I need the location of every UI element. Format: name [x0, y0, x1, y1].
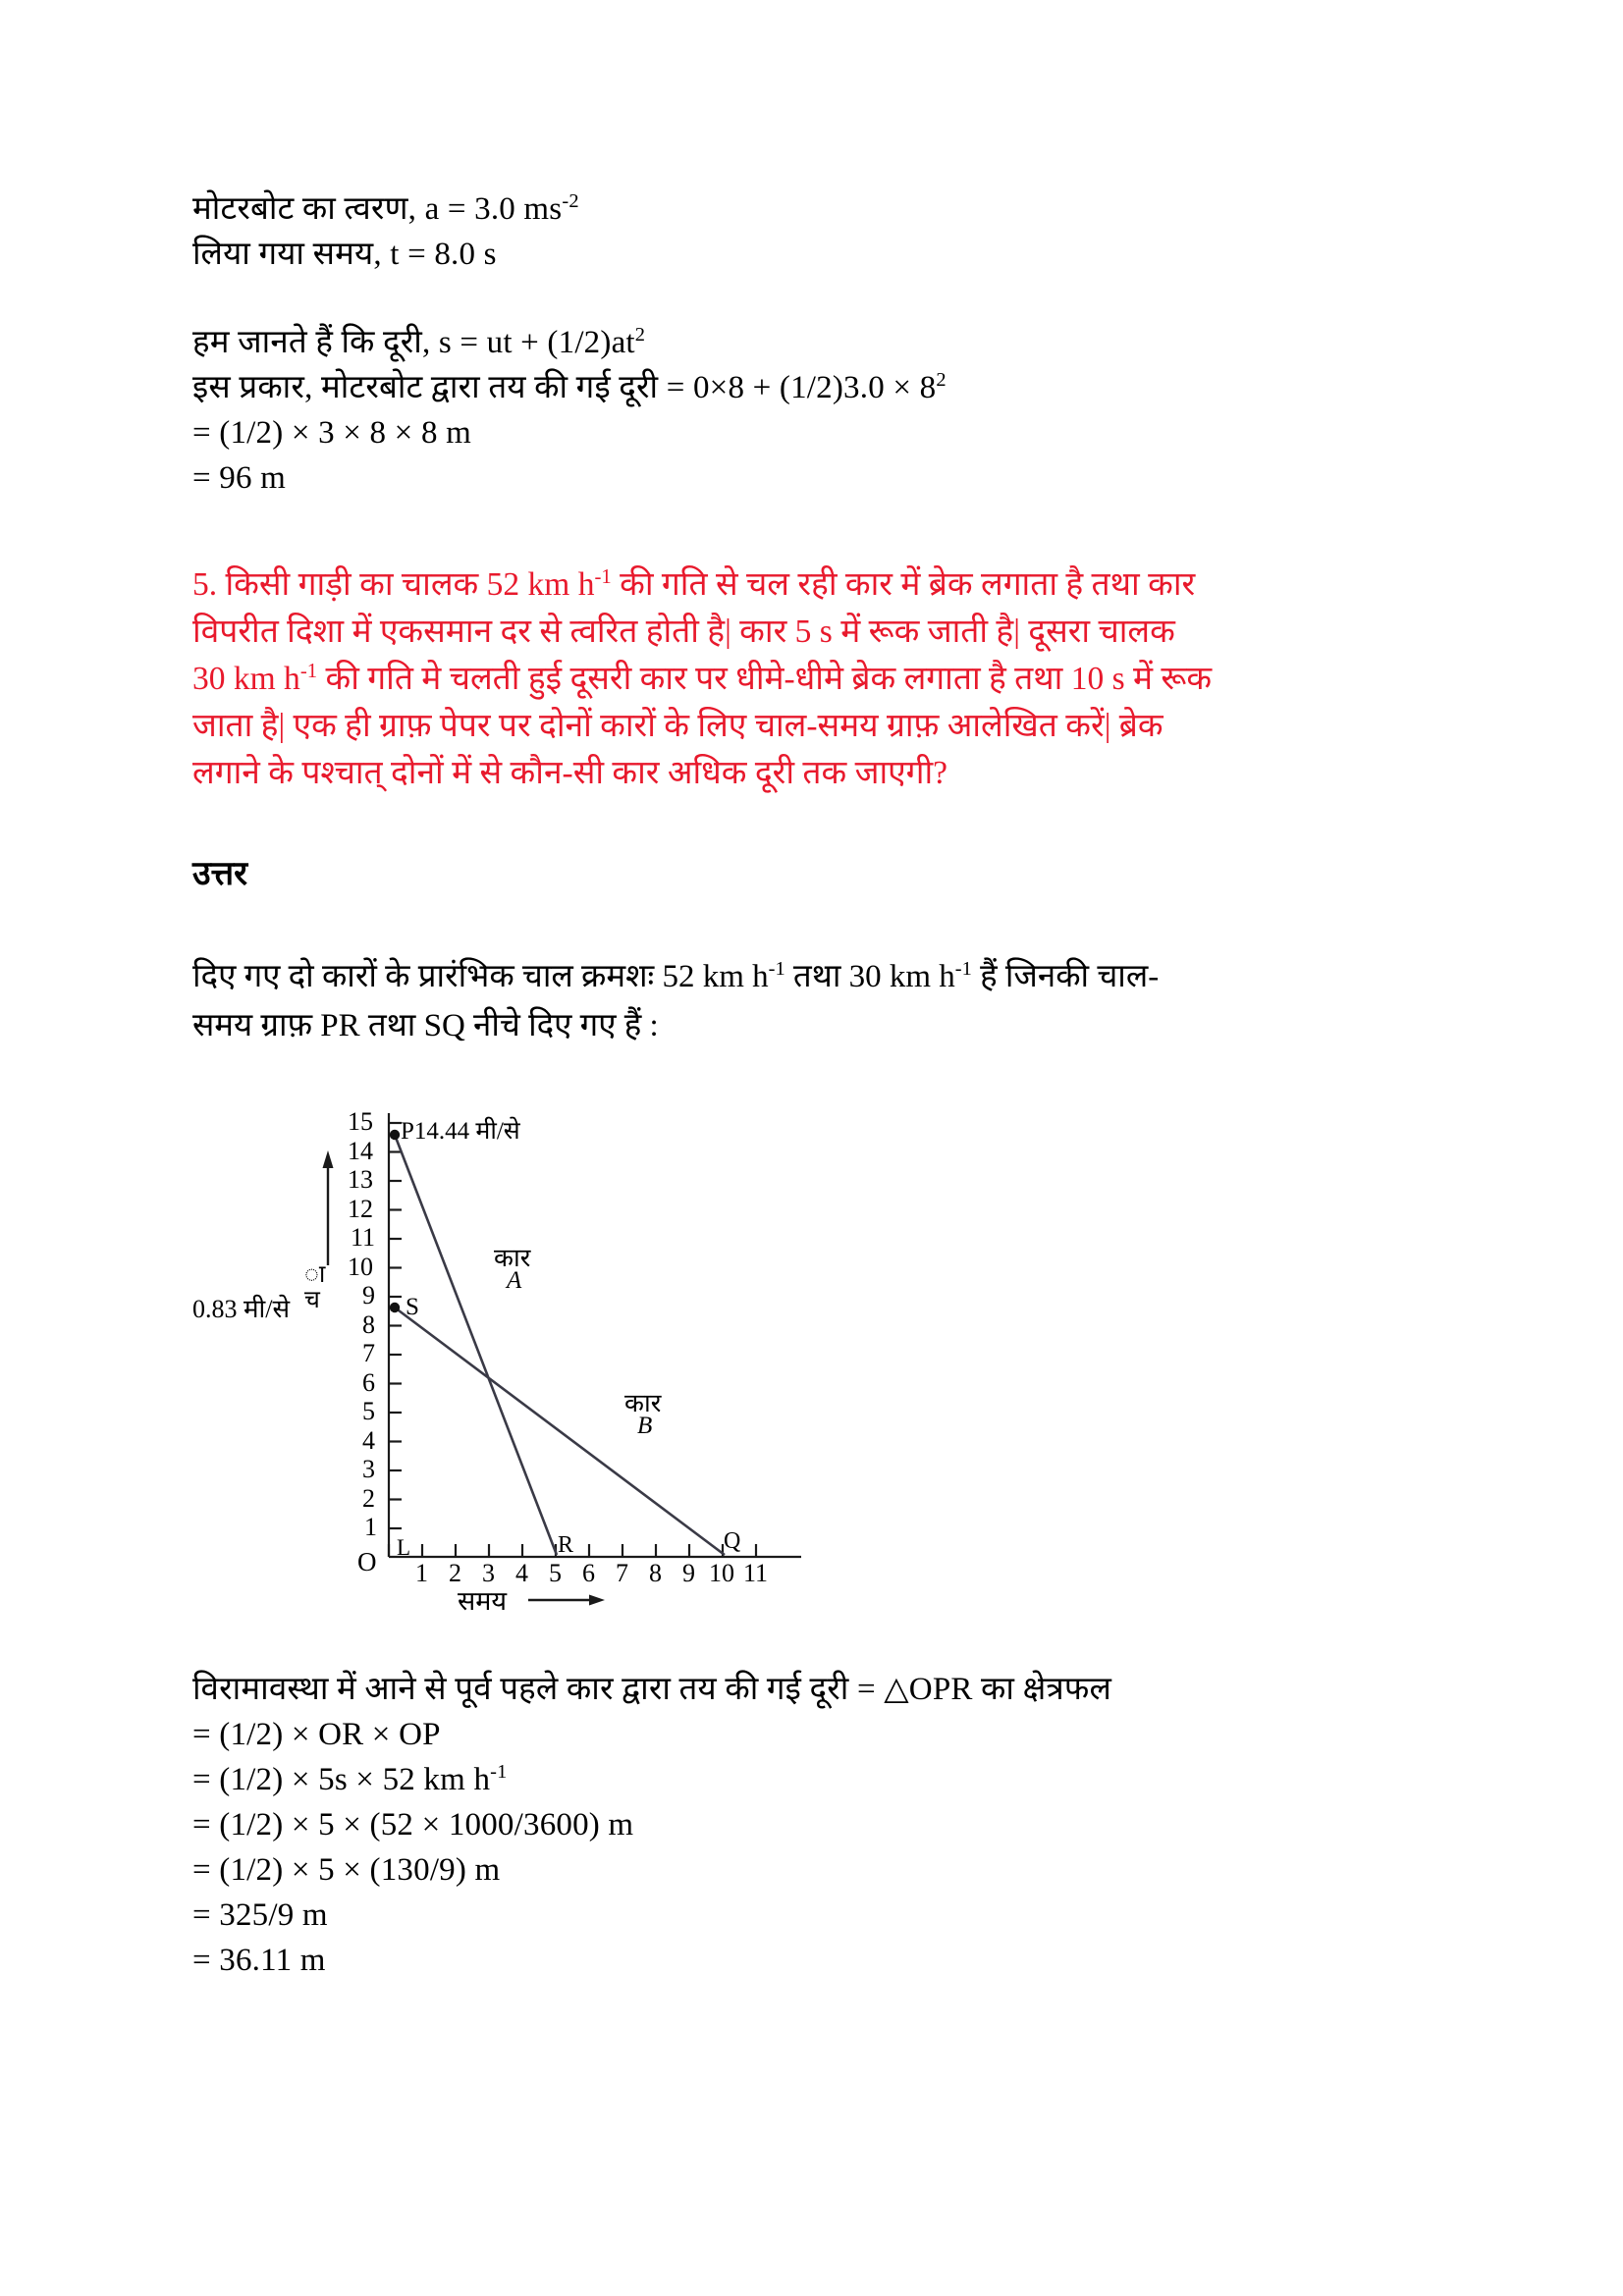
question-speed-exponent-2: -1 — [299, 659, 318, 682]
conclusion-line-4: = (1/2) × 5 × (52 × 1000/3600) m — [192, 1807, 634, 1842]
x-tick-label-11: 11 — [743, 1559, 769, 1587]
annotation-s-speed: 0.83 मी/से — [192, 1295, 291, 1323]
at-squared-exponent: 2 — [634, 324, 646, 346]
question-line-3a: 30 km h — [192, 661, 300, 697]
x-tick-label-1: 1 — [415, 1559, 428, 1587]
x-tick-label-9: 9 — [682, 1559, 695, 1587]
y-tick-label-12: 12 — [348, 1195, 373, 1223]
intro-line-1 — [192, 952, 1469, 1001]
distance-result-line: = 96 m — [192, 460, 286, 496]
annotation-p-speed: P14.44 मी/से — [401, 1118, 520, 1145]
distance-substitution-line — [192, 365, 1469, 410]
question-line-5: लगाने के पश्चात् दोनों में से कौन-सी कार अधिक दूरी तक जाएगी? — [192, 755, 948, 791]
y-tick-label-6: 6 — [362, 1368, 375, 1397]
y-tick-label-11: 11 — [351, 1223, 376, 1252]
series-label-car-b: कार — [624, 1389, 662, 1417]
question-line-3 — [192, 656, 1430, 703]
spacer-6 — [192, 1624, 1469, 1667]
spacer-2 — [192, 501, 1469, 561]
intro-line-2: समय ग्राफ़ PR तथा SQ नीचे दिए गए हैं : — [192, 1008, 659, 1043]
y-axis-title-char-1: ा — [304, 1261, 326, 1288]
conclusion-line-7: = 36.11 m — [192, 1943, 326, 1978]
point-label-r: R — [558, 1532, 574, 1558]
x-tick-label-5: 5 — [549, 1559, 562, 1587]
distance-formula-line — [192, 320, 1469, 365]
x-tick-label-8: 8 — [649, 1559, 662, 1587]
point-label-q: Q — [724, 1528, 741, 1554]
conclusion-speed-exponent: -1 — [490, 1761, 508, 1783]
question-5-text — [192, 561, 1430, 797]
spacer-4 — [192, 897, 1469, 952]
question-line-3b: की गति मे चलती हुई दूसरी कार पर धीमे-धीमे ब्रेक लगाता है तथा 10 s में रूक — [317, 661, 1213, 697]
question-line-4: जाता है| एक ही ग्राफ़ पेपर पर दोनों कारों के लिए चाल-समय ग्राफ़ आलेखित करें| ब्रेक — [192, 708, 1163, 744]
series-label-car-b-letter: B — [637, 1413, 653, 1439]
spacer-5 — [192, 1050, 1469, 1094]
x-tick-label-6: 6 — [582, 1559, 595, 1587]
y-tick-label-14: 14 — [348, 1137, 373, 1165]
y-tick-label-7: 7 — [362, 1339, 375, 1367]
conclusion-line-3 — [192, 1757, 1469, 1802]
acceleration-exponent: -2 — [562, 190, 579, 212]
x-axis-title: समय — [458, 1586, 508, 1616]
conclusion-text-a: विरामावस्था में आने से पूर्व पहले कार द्वारा तय की गई दूरी = — [192, 1672, 885, 1707]
y-tick-label-1: 1 — [364, 1513, 377, 1541]
conclusion-line-6: = 325/9 m — [192, 1897, 328, 1933]
y-tick-label-5: 5 — [362, 1397, 375, 1425]
speed-time-graph — [192, 1094, 939, 1624]
conclusion-line-2: = (1/2) × OR × OP — [192, 1717, 441, 1752]
intro-exponent-b: -1 — [954, 958, 972, 980]
answer-intro-paragraph — [192, 952, 1469, 1050]
distance-substitution-text: इस प्रकार, मोटरबोट द्वारा तय की गई दूरी = 0×8 + (1/2)3.0 × 8 — [192, 370, 937, 405]
document-content — [192, 187, 1469, 1983]
series-label-car-a-letter: A — [507, 1267, 522, 1294]
motorboat-time-line: लिया गया समय, t = 8.0 s — [192, 237, 497, 272]
motorboat-acceleration-line — [192, 187, 1469, 232]
distance-formula-block — [192, 320, 1469, 501]
y-tick-label-4: 4 — [362, 1426, 375, 1455]
intro-exponent-a: -1 — [768, 958, 785, 980]
question-speed-exponent-1: -1 — [594, 564, 612, 588]
y-tick-label-13: 13 — [348, 1165, 373, 1194]
y-tick-label-10: 10 — [348, 1253, 373, 1281]
conclusion-line-1 — [192, 1667, 1469, 1712]
spacer-1 — [192, 277, 1469, 320]
distance-formula-text: हम जानते हैं कि दूरी, s = ut + (1/2)at — [192, 325, 635, 360]
spacer-3 — [192, 797, 1469, 852]
x-tick-label-2: 2 — [449, 1559, 461, 1587]
question-line-2: विपरीत दिशा में एकसमान दर से त्वरित होती है| कार 5 s में रूक जाती है| दूसरा चालक — [192, 614, 1175, 650]
question-line-1b: की गति से चल रही कार में ब्रेक लगाता है तथा कार — [611, 566, 1196, 603]
graph-labels-layer — [192, 1094, 939, 1624]
conclusion-text-c: = (1/2) × 5s × 52 km h — [192, 1762, 491, 1797]
motorboat-acceleration-text: मोटरबोट का त्वरण, a = 3.0 ms — [192, 191, 563, 227]
eight-squared-exponent: 2 — [936, 369, 947, 391]
question-line-1a: 5. किसी गाड़ी का चालक 52 km h — [192, 566, 595, 603]
intro-text-a: दिए गए दो कारों के प्रारंभिक चाल क्रमशः 52 km h — [192, 959, 769, 994]
series-label-car-a: कार — [494, 1244, 531, 1272]
x-tick-label-4: 4 — [515, 1559, 528, 1587]
y-axis-title-char-2: च — [304, 1287, 320, 1313]
point-label-l: L — [397, 1535, 411, 1560]
y-tick-label-2: 2 — [362, 1484, 375, 1513]
intro-text-b: तथा 30 km h — [784, 959, 955, 994]
x-tick-label-10: 10 — [709, 1559, 734, 1587]
distance-step-line: = (1/2) × 3 × 8 × 8 m — [192, 415, 471, 451]
conclusion-block — [192, 1667, 1469, 1983]
answer-heading: उत्तर — [192, 856, 248, 892]
y-tick-label-3: 3 — [362, 1455, 375, 1483]
triangle-symbol-icon: △ — [884, 1672, 909, 1707]
point-label-s: S — [406, 1294, 419, 1320]
origin-label: O — [357, 1547, 377, 1576]
conclusion-text-b: OPR का क्षेत्रफल — [908, 1672, 1112, 1707]
conclusion-line-5: = (1/2) × 5 × (130/9) m — [192, 1852, 501, 1888]
intro-text-c: हैं जिनकी चाल- — [971, 959, 1160, 994]
y-tick-label-8: 8 — [362, 1310, 375, 1339]
y-tick-label-9: 9 — [362, 1281, 375, 1309]
x-tick-label-7: 7 — [616, 1559, 628, 1587]
x-tick-label-3: 3 — [482, 1559, 495, 1587]
question-line-1 — [192, 561, 1430, 609]
y-tick-label-15: 15 — [348, 1107, 373, 1136]
motorboat-given-block — [192, 187, 1469, 277]
